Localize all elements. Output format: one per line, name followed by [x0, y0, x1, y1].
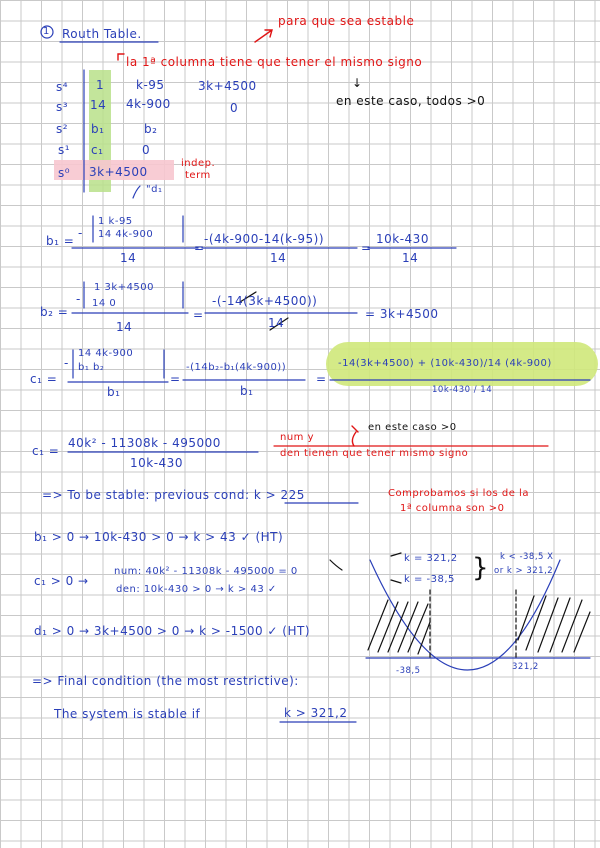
final-condition: => Final condition (the most restrictive):: [32, 674, 299, 688]
c1-minus: -: [64, 356, 69, 370]
c1-eq2: =: [316, 372, 327, 386]
axis-label-left: -38,5: [396, 666, 421, 676]
routh-power: s⁴: [56, 80, 69, 94]
check-c1-den: den: 10k-430 > 0 → k > 43 ✓: [116, 584, 277, 595]
c1-den: b₁: [107, 385, 121, 399]
c1-det-row1: 14 4k-900: [78, 348, 134, 359]
b1-lhs: b₁ =: [46, 234, 75, 248]
b1-result-num: 10k-430: [376, 232, 429, 246]
note-todos-positivos: en este caso, todos >0: [336, 94, 486, 108]
b2-step-den: 14: [268, 316, 285, 330]
c1-lhs: c₁ =: [30, 372, 58, 386]
root-2: k = -38,5: [404, 574, 455, 585]
stable-line: => To be stable: previous cond: k > 225: [42, 488, 305, 502]
b1-result-den: 14: [402, 251, 419, 265]
routh-cell: 14: [90, 98, 107, 112]
final-result-pre: The system is stable if: [54, 707, 201, 721]
c1-step-den: b₁: [240, 384, 254, 398]
b2-det-row2: 14 0: [92, 298, 117, 309]
note-primera-columna: la 1ª columna tiene que tener el mismo signo: [126, 55, 423, 69]
d1-marker: "d₁: [146, 184, 163, 195]
c1-eq: =: [170, 372, 181, 386]
range-1: k < -38,5 X: [500, 552, 554, 562]
routh-power: s³: [56, 100, 69, 114]
graph-parabola: [370, 560, 560, 670]
arrow-down-todos: ↓: [352, 76, 363, 90]
b1-eq2: =: [361, 241, 372, 255]
c1-fraction-bars: [68, 380, 590, 382]
c1-final-den: 10k-430: [130, 456, 183, 470]
routh-cell: b₂: [144, 122, 158, 136]
b2-result: = 3k+4500: [365, 307, 439, 321]
section-number: 1: [43, 26, 50, 37]
c1-final-num: 40k² - 11308k - 495000: [68, 436, 221, 450]
check-d1: d₁ > 0 → 3k+4500 > 0 → k > -1500 ✓ (HT): [34, 624, 311, 638]
b1-eq: =: [194, 241, 205, 255]
routh-cell: 0: [142, 143, 151, 157]
routh-cell: k-95: [136, 78, 165, 92]
note-para-estable: para que sea estable: [278, 14, 415, 28]
routh-power: s¹: [58, 143, 71, 157]
b1-step-num: -(4k-900-14(k-95)): [204, 232, 325, 246]
final-result-k: k > 321,2: [284, 706, 348, 720]
b1-det-row2: 14 4k-900: [98, 229, 154, 240]
routh-cell: 4k-900: [126, 97, 171, 111]
b1-minus: -: [78, 226, 83, 240]
page-title: Routh Table.: [62, 27, 142, 41]
note-term: term: [185, 170, 211, 181]
note-indep: indep.: [181, 158, 216, 169]
routh-power: s²: [56, 122, 69, 136]
c1-big-num: -14(3k+4500) + (10k-430)/14 (4k-900): [338, 358, 552, 369]
b1-det-row1: 1 k-95: [98, 216, 133, 227]
note-en-este-caso: en este caso >0: [368, 422, 457, 433]
root-1: k = 321,2: [404, 553, 458, 564]
check-c1-num: num: 40k² - 11308k - 495000 = 0: [114, 566, 298, 577]
b2-minus: -: [76, 292, 81, 306]
routh-cell: c₁: [91, 143, 104, 157]
note-den-tienen: den tienen que tener mismo signo: [280, 448, 469, 459]
b2-lhs: b₂ =: [40, 305, 69, 319]
b2-den: 14: [116, 320, 133, 334]
routh-cell: 0: [230, 101, 239, 115]
check-b1: b₁ > 0 → 10k-430 > 0 → k > 43 ✓ (HT): [34, 530, 284, 544]
routh-cell: 1: [96, 78, 105, 92]
c1-big-den: 10k-430 / 14: [432, 385, 493, 395]
note-comprobamos-1: Comprobamos si los de la: [388, 488, 529, 499]
b2-det-row1: 1 3k+4500: [94, 282, 155, 293]
range-2: or k > 321,2: [494, 566, 554, 576]
brace: }: [472, 553, 490, 583]
c1-step-num: -(14b₂-b₁(4k-900)): [186, 362, 287, 373]
axis-label-right: 321,2: [512, 662, 539, 672]
routh-cell: 3k+4500: [198, 79, 257, 93]
b2-eq: =: [193, 308, 204, 322]
arrow-para-estable: [255, 30, 272, 42]
routh-cell: b₁: [91, 122, 105, 136]
b2-step-num: -(-14(3k+4500)): [212, 294, 318, 308]
note-num-y: num y: [280, 432, 315, 443]
c1-final-lhs: c₁ =: [32, 444, 60, 458]
routh-cell: 3k+4500: [89, 165, 148, 179]
routh-power: s⁰: [58, 166, 71, 180]
check-c1-label: c₁ > 0 →: [34, 574, 89, 588]
b1-den: 14: [120, 251, 137, 265]
c1-det-row2: b₁ b₂: [78, 362, 105, 373]
b1-step-den: 14: [270, 251, 287, 265]
note-comprobamos-2: 1ª columna son >0: [400, 503, 505, 514]
